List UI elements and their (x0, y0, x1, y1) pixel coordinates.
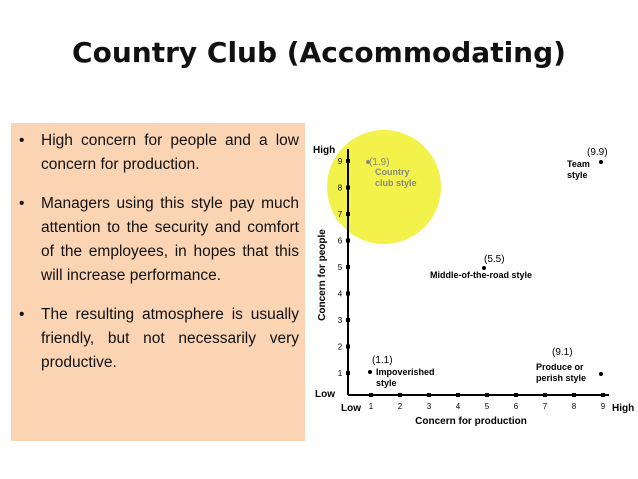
x-tick-mark (514, 393, 518, 397)
y-tick-label: 2 (337, 342, 343, 352)
y-tick-mark (346, 186, 350, 190)
x-tick-mark (398, 393, 402, 397)
bullet-dot-icon: • (19, 306, 25, 323)
y-tick-mark (346, 212, 350, 216)
x-tick-label: 2 (397, 402, 403, 411)
x-tick-label: 6 (513, 402, 519, 411)
x-tick-mark (456, 393, 460, 397)
bullet-item (17, 303, 299, 375)
x-tick-label: 5 (484, 402, 490, 411)
style-coordinate: (9.9) (587, 147, 608, 158)
style-point (368, 370, 372, 374)
y-tick-label: 6 (337, 236, 343, 246)
y-tick-mark (346, 239, 350, 243)
style-label: Impoverished (376, 367, 435, 377)
y-tick-mark (346, 345, 350, 349)
y-tick-mark (346, 159, 350, 163)
x-high-label: High (612, 403, 635, 414)
bullet-text: Managers using this style pay much attention to the security and comfort of the employees, in hopes that this will increase performance. (41, 195, 299, 284)
managerial-grid-svg (309, 125, 635, 430)
y-tick-label: 4 (337, 289, 343, 299)
y-tick-label: 7 (337, 210, 343, 219)
y-tick-label: 5 (337, 263, 343, 272)
style-label: club style (375, 178, 417, 188)
style-label: Team (567, 159, 590, 169)
x-tick-mark (427, 393, 431, 397)
style-coordinate: (5.5) (484, 254, 505, 265)
x-tick-label: 7 (542, 402, 548, 411)
x-tick-mark (369, 393, 373, 397)
bullet-text: High concern for people and a low concern for production. (41, 132, 299, 173)
style-point (599, 372, 603, 376)
y-axis-title: Concern for people (317, 229, 328, 321)
y-tick-mark (346, 265, 350, 269)
managerial-grid (309, 125, 635, 430)
x-tick-label: 9 (600, 402, 606, 411)
style-label: perish style (536, 373, 587, 383)
style-coordinate: (1.9) (369, 157, 390, 168)
bullet-item (17, 192, 299, 288)
bullet-text: The resulting atmosphere is usually friendly, but not necessarily very productive. (41, 306, 299, 371)
y-tick-mark (346, 371, 350, 375)
x-tick-mark (572, 393, 576, 397)
style-coordinate: (9.1) (552, 347, 573, 358)
y-tick-label: 9 (337, 157, 343, 166)
y-tick-mark (346, 318, 350, 322)
bullet-panel (11, 123, 305, 441)
x-axis-title: Concern for production (415, 416, 527, 427)
x-tick-label: 3 (426, 402, 432, 411)
y-high-label: High (313, 145, 336, 156)
style-point (599, 160, 603, 164)
style-label: Produce or (536, 362, 584, 372)
style-coordinate: (1.1) (372, 355, 393, 366)
y-tick-label: 3 (337, 316, 343, 325)
y-tick-mark (346, 292, 350, 296)
x-tick-mark (485, 393, 489, 397)
x-tick-mark (543, 393, 547, 397)
slide-title: Country Club (Accommodating) (72, 36, 566, 69)
bullet-item (17, 129, 299, 177)
style-label: Country (375, 167, 410, 177)
x-tick-label: 4 (455, 402, 461, 411)
x-tick-label: 8 (571, 402, 577, 411)
style-label: style (376, 378, 397, 388)
style-label: style (567, 170, 588, 180)
x-tick-mark (601, 393, 605, 397)
y-tick-label: 8 (337, 183, 343, 193)
bullet-dot-icon: • (19, 195, 25, 212)
y-tick-label: 1 (337, 369, 343, 378)
x-tick-label: 1 (368, 402, 374, 411)
x-low-label: Low (341, 403, 361, 414)
y-low-label: Low (315, 389, 335, 400)
style-label: Middle-of-the-road style (430, 270, 533, 280)
bullet-dot-icon: • (19, 132, 25, 149)
